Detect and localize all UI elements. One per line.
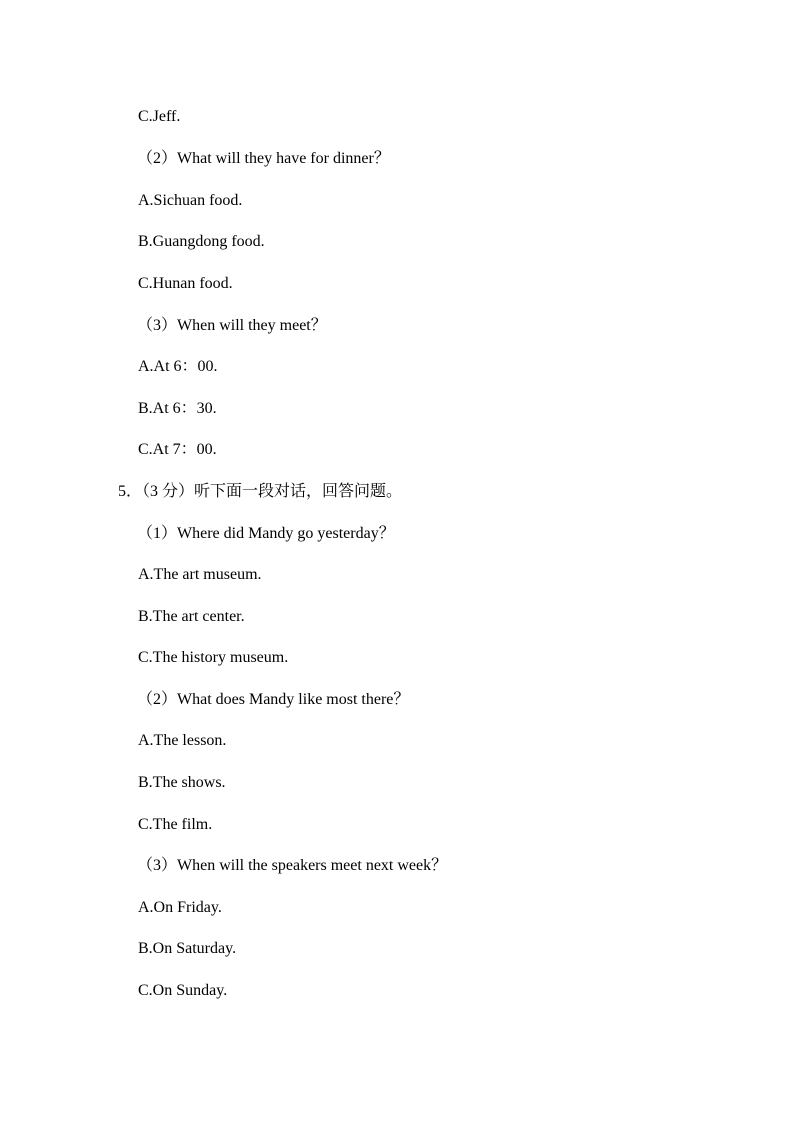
option-b: B.The art center. [138,608,245,625]
option-c: C.The film. [138,816,213,833]
option-a: A.The art museum. [138,566,262,583]
sub-question-2: （2）What does Mandy like most there？ [137,691,410,708]
sub-question-1: （1）Where did Mandy go yesterday？ [137,525,395,542]
sub-question-2: （2）What will they have for dinner？ [137,150,390,167]
sub-question-3: （3）When will they meet？ [137,317,327,334]
option-a: A.On Friday. [138,899,222,916]
question-5-heading: 5．（3 分）听下面一段对话，回答问题。 [118,483,403,500]
option-a: A.Sichuan food. [138,192,243,209]
option-c: C.At 7：00. [138,441,217,458]
option-c-jeff: C.Jeff. [138,108,181,125]
option-c: C.On Sunday. [138,982,228,999]
option-c: C.The history museum. [138,649,289,666]
option-b: B.At 6：30. [138,400,217,417]
option-b: B.Guangdong food. [138,233,265,250]
option-c: C.Hunan food. [138,275,233,292]
option-a: A.At 6：00. [138,358,218,375]
sub-question-3: （3）When will the speakers meet next week？ [137,857,448,874]
option-a: A.The lesson. [138,732,227,749]
option-b: B.The shows. [138,774,226,791]
option-b: B.On Saturday. [138,940,237,957]
